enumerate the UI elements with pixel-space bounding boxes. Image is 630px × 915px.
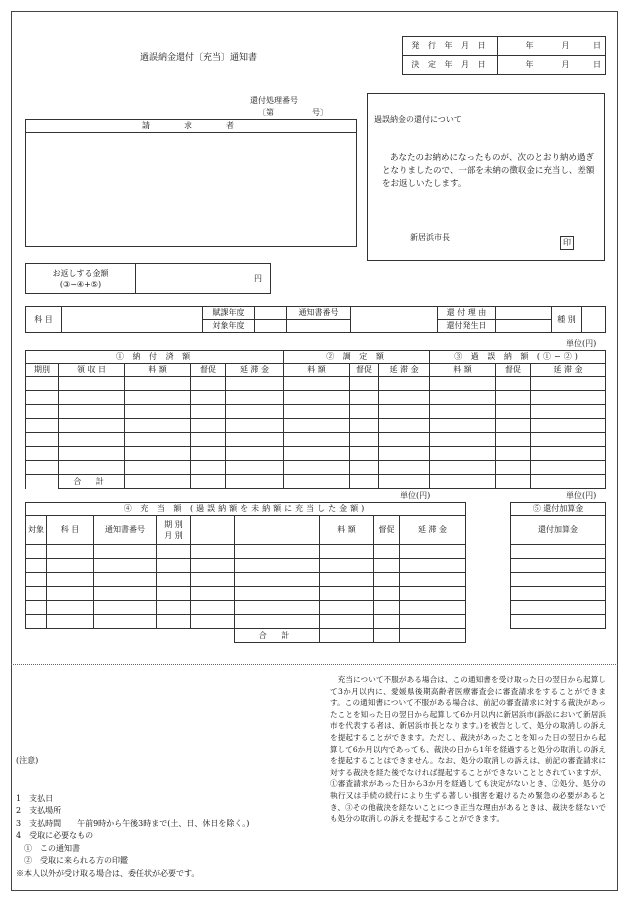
col-overpaid-reminder: 督促 (496, 364, 531, 377)
subject-value (62, 307, 203, 333)
allocation-row-cell (157, 559, 191, 573)
allocation-row-cell (374, 545, 400, 559)
payment-row-cell (379, 405, 430, 419)
allocation-row-cell (400, 559, 466, 573)
payment-row-cell (430, 419, 496, 433)
payment-row (26, 419, 606, 433)
issue-year: 年 (498, 37, 534, 56)
allocation-row-cell (235, 573, 320, 587)
payment-row-cell (59, 447, 125, 461)
allocation-row-cell (157, 587, 191, 601)
allocation-row-cell (47, 559, 94, 573)
subject-table (25, 306, 606, 333)
target-year-label: 対象年度 (203, 320, 255, 333)
col-period: 期別 (26, 364, 59, 377)
col-target: 対象 (26, 516, 47, 545)
payment-row-cell (496, 433, 531, 447)
additional-row (511, 545, 606, 559)
payment-row-cell (531, 461, 606, 475)
payment-row-cell (226, 433, 284, 447)
refund-amount-table (25, 263, 271, 294)
payment-row-cell (284, 419, 350, 433)
payment-row-cell (531, 447, 606, 461)
payment-row-cell (226, 461, 284, 475)
payment-row-cell (226, 447, 284, 461)
note-line: ① この通知書 (16, 843, 80, 853)
payment-row-cell (191, 405, 226, 419)
payment-row-cell (191, 377, 226, 391)
allocation-row-cell (235, 615, 320, 629)
allocation-row-cell (374, 587, 400, 601)
payment-row-cell (496, 391, 531, 405)
payment-total-row (26, 475, 606, 489)
payment-row-cell (226, 377, 284, 391)
payment-row-cell (430, 433, 496, 447)
col-blank-1 (191, 516, 235, 545)
category-value (582, 307, 606, 333)
allocation-row (26, 615, 466, 629)
payment-row (26, 447, 606, 461)
paid-header: ① 納 付 済 額 (26, 351, 284, 364)
payment-row-cell (531, 405, 606, 419)
additional-row (511, 615, 606, 629)
allocation-row-cell (374, 559, 400, 573)
payment-row-cell (496, 405, 531, 419)
payment-row-cell (125, 405, 191, 419)
allocation-rows (26, 545, 466, 629)
levy-year-label: 賦課年度 (203, 307, 255, 320)
col-notice-no: 通知書番号 (94, 516, 157, 545)
note-line: 3 支払時間 午前9時から午後3時まで(土、日、休日を除く。) (16, 818, 250, 828)
additional-table (510, 502, 606, 629)
payment-row-cell (284, 391, 350, 405)
allocation-row-cell (320, 559, 374, 573)
cut-line (11, 664, 618, 665)
note-line: 1 支払日 (16, 793, 54, 803)
allocation-row-cell (94, 587, 157, 601)
allocation-row-cell (47, 615, 94, 629)
payment-row-cell (26, 461, 59, 475)
payment-row (26, 391, 606, 405)
payment-row-cell (226, 405, 284, 419)
seal-mark (560, 230, 574, 250)
allocation-row (26, 545, 466, 559)
payment-row-cell (350, 461, 379, 475)
claimant-label: 請 求 者 (26, 120, 356, 133)
category-label: 種 別 (552, 307, 582, 333)
payment-row (26, 461, 606, 475)
payment-row-cell (496, 461, 531, 475)
allocation-row-cell (235, 587, 320, 601)
payment-row-cell (284, 405, 350, 419)
payment-row-cell (191, 419, 226, 433)
payment-row-cell (379, 461, 430, 475)
payment-row-cell (191, 433, 226, 447)
decision-year: 年 (498, 56, 534, 75)
additional-row (511, 601, 606, 615)
issue-month: 月 (534, 37, 570, 56)
payment-rows (26, 377, 606, 475)
payment-row (26, 433, 606, 447)
allocation-row-cell (157, 573, 191, 587)
payment-row-cell (284, 461, 350, 475)
payment-row-cell (430, 405, 496, 419)
payment-row-cell (350, 447, 379, 461)
payment-total-label: 合 計 (59, 475, 125, 489)
col-paid-reminder: 督促 (191, 364, 226, 377)
allocation-row-cell (400, 587, 466, 601)
col-assessed-reminder: 督促 (350, 364, 379, 377)
payment-row-cell (379, 377, 430, 391)
issue-day: 日 (570, 37, 606, 56)
allocation-row-cell (320, 601, 374, 615)
refund-amount-label-line2: (③−④+⑤) (59, 279, 102, 289)
notice-number-value (351, 307, 438, 333)
allocation-total-blank (26, 629, 235, 643)
refund-amount-label (26, 264, 136, 294)
payment-row-cell (125, 419, 191, 433)
decision-date-label: 決 定 年 月 日 (403, 56, 498, 75)
refund-number-open: 〔第 (258, 108, 274, 117)
payment-row-cell (496, 447, 531, 461)
allocation-row-cell (400, 615, 466, 629)
payment-row-cell (531, 377, 606, 391)
payment-total-cell (226, 475, 284, 489)
payment-row-cell (430, 461, 496, 475)
payment-total-cell (531, 475, 606, 489)
allocation-row-cell (26, 587, 47, 601)
payment-row (26, 377, 606, 391)
allocation-total-row (26, 629, 466, 643)
payment-row-cell (350, 391, 379, 405)
payment-row-cell (379, 419, 430, 433)
allocation-row-cell (26, 573, 47, 587)
allocation-row-cell (26, 615, 47, 629)
payment-row-cell (531, 433, 606, 447)
payment-row-cell (496, 377, 531, 391)
refund-number-close: 号〕 (312, 108, 328, 117)
allocation-row-cell (94, 545, 157, 559)
payment-row-cell (284, 377, 350, 391)
refund-reason-value (496, 307, 552, 320)
issue-date-label: 発 行 年 月 日 (403, 37, 498, 56)
payment-column-header-row (26, 364, 606, 377)
additional-row-cell (511, 545, 606, 559)
notice-heading: 過誤納金の還付について (374, 115, 462, 124)
allocation-row-cell (191, 573, 235, 587)
allocation-row-cell (191, 559, 235, 573)
notice-box (367, 93, 605, 261)
target-year-value (255, 320, 287, 333)
col-receipt-date: 領 収 日 (59, 364, 125, 377)
payment-row-cell (284, 433, 350, 447)
allocation-row-cell (157, 601, 191, 615)
payment-total-cell (496, 475, 531, 489)
allocation-row-cell (400, 545, 466, 559)
col-assessed-late-fee: 延 滞 金 (379, 364, 430, 377)
payment-row-cell (496, 419, 531, 433)
additional-row-cell (511, 573, 606, 587)
payment-row-cell (59, 419, 125, 433)
col-overpaid-amount: 料 額 (430, 364, 496, 377)
payment-row-cell (379, 433, 430, 447)
additional-row-cell (511, 615, 606, 629)
payment-total-cell (379, 475, 430, 489)
payment-row-cell (531, 419, 606, 433)
refund-reason-label: 還 付 理 由 (438, 307, 496, 320)
assessed-header: ② 調 定 額 (284, 351, 430, 364)
seal-label: 印 (560, 236, 574, 250)
allocation-row-cell (320, 573, 374, 587)
payment-row-cell (125, 447, 191, 461)
allocation-row-cell (26, 601, 47, 615)
payment-row-cell (350, 419, 379, 433)
allocation-row (26, 573, 466, 587)
notes-block (16, 730, 249, 905)
allocation-row-cell (26, 545, 47, 559)
allocation-row-cell (94, 573, 157, 587)
claimant-box (25, 119, 357, 247)
payment-row-cell (430, 391, 496, 405)
payment-row-cell (191, 461, 226, 475)
payment-row-cell (531, 391, 606, 405)
payment-row-cell (191, 391, 226, 405)
payment-row-cell (26, 405, 59, 419)
unit-label-2: 単位(円) (400, 491, 431, 500)
col-late-fee: 延 滞 金 (400, 516, 466, 545)
refund-number-label: 還付処理番号 (250, 96, 298, 105)
overpaid-header: ③ 過 誤 納 額 (①−②) (430, 351, 606, 364)
additional-row-cell (511, 559, 606, 573)
payment-row-cell (59, 433, 125, 447)
payment-row-cell (350, 405, 379, 419)
payment-row-cell (59, 405, 125, 419)
allocation-row-cell (320, 545, 374, 559)
allocation-row-cell (374, 573, 400, 587)
allocation-total-cell (320, 629, 374, 643)
allocation-row-cell (191, 615, 235, 629)
levy-year-value (255, 307, 287, 320)
allocation-row-cell (47, 545, 94, 559)
col-period-header (157, 516, 191, 545)
payment-row-cell (59, 377, 125, 391)
payment-row-cell (350, 433, 379, 447)
allocation-row-cell (235, 559, 320, 573)
payment-row-cell (26, 377, 59, 391)
payment-row-cell (26, 391, 59, 405)
payment-table (25, 350, 606, 489)
allocation-row (26, 601, 466, 615)
additional-row-cell (511, 601, 606, 615)
notes-title: (注意) (16, 756, 39, 765)
additional-rows (511, 545, 606, 629)
col-reminder: 督促 (374, 516, 400, 545)
allocation-row-cell (191, 587, 235, 601)
unit-label-1: 単位(円) (566, 339, 597, 348)
allocation-row-cell (94, 601, 157, 615)
payment-row-cell (379, 447, 430, 461)
payment-row-cell (350, 377, 379, 391)
note-line: 4 受取に必要なもの (16, 831, 94, 840)
payment-total-blank (26, 475, 59, 489)
payment-total-cell (350, 475, 379, 489)
payment-row-cell (125, 461, 191, 475)
allocation-row-cell (94, 615, 157, 629)
note-line: 2 支払場所 (16, 806, 62, 815)
allocation-row-cell (400, 601, 466, 615)
allocation-row-cell (157, 545, 191, 559)
payment-row-cell (430, 447, 496, 461)
allocation-row-cell (320, 615, 374, 629)
col-paid-late-fee: 延 滞 金 (226, 364, 284, 377)
col-blank-2 (235, 516, 320, 545)
allocation-row-cell (94, 559, 157, 573)
payment-row-cell (59, 461, 125, 475)
allocation-row-cell (157, 615, 191, 629)
allocation-row (26, 559, 466, 573)
payment-row-cell (26, 419, 59, 433)
refund-amount-unit: 円 (136, 264, 271, 294)
unit-label-3: 単位(円) (566, 491, 597, 500)
note-line: ② 受取に来られる方の印鑑 (16, 856, 128, 865)
col-period: 期 別 (164, 520, 183, 529)
document-title: 過誤納金還付〔充当〕通知書 (140, 53, 258, 63)
allocation-row-cell (320, 587, 374, 601)
allocation-row-cell (47, 573, 94, 587)
payment-row (26, 405, 606, 419)
payment-total-cell (430, 475, 496, 489)
allocation-row-cell (235, 545, 320, 559)
notice-signer: 新居浜市長 (410, 233, 450, 242)
col-amount: 料 額 (320, 516, 374, 545)
notes-lines (16, 793, 249, 881)
allocation-row-cell (26, 559, 47, 573)
allocation-total-cell (400, 629, 466, 643)
payment-row-cell (226, 391, 284, 405)
decision-day: 日 (570, 56, 606, 75)
notice-body: あなたのお納めになったものが、次のとおり納め過ぎとなりましたので、一部を未納の徴収金に充当し、差額をお返しいたします。 (382, 153, 595, 189)
additional-header: ⑤ 還付加算金 (511, 503, 606, 516)
allocation-table (25, 502, 466, 643)
col-subject: 科 目 (47, 516, 94, 545)
refund-date-value (496, 320, 552, 333)
payment-total-cell (125, 475, 191, 489)
payment-row-cell (284, 447, 350, 461)
additional-row (511, 587, 606, 601)
col-paid-amount: 料 額 (125, 364, 191, 377)
payment-total-cell (284, 475, 350, 489)
payment-row-cell (125, 391, 191, 405)
allocation-total-cell (374, 629, 400, 643)
additional-col-label: 還付加算金 (511, 516, 606, 545)
payment-row-cell (226, 419, 284, 433)
allocation-row-cell (400, 573, 466, 587)
allocation-row-cell (235, 601, 320, 615)
payment-row-cell (191, 447, 226, 461)
refund-date-label: 還付発生日 (438, 320, 496, 333)
additional-row-cell (511, 587, 606, 601)
payment-row-cell (26, 433, 59, 447)
payment-row-cell (430, 377, 496, 391)
payment-row-cell (379, 391, 430, 405)
decision-month: 月 (534, 56, 570, 75)
notice-number-blank (287, 320, 351, 333)
col-assessed-amount: 料 額 (284, 364, 350, 377)
payment-row-cell (125, 377, 191, 391)
additional-row (511, 573, 606, 587)
refund-amount-label-line1: お返しする金額 (52, 268, 109, 278)
appeal-notice: 充当について不服がある場合は、この通知書を受け取った日の翌日から起算して3か月以内に、愛媛県後期高齢者医療審査会に審査請求をすることができます。この通知書について不服がある場合は、前記の審査請求に対する裁決があったことを知った日の翌日から起算して6か月以内に新居浜市(訴訟において新居浜市を代表する者は、新居浜市長となります。)を被告として、処分の取消しの訴えを提起することができます。ただし、裁決があったことを知った日の翌日から起算して6か月以内であっても、裁決の日から1年を経過すると処分の取消しの訴えを提起することはできません。なお、処分の取消しの訴えは、前記の審査請求に対する裁決を経た後でなければ提起することができないこととされていますが、①審査請求があった日から3か月を経過しても決定がないとき、②処分、処分の執行又は手続の続行により生ずる著しい損害を避けるため緊急の必要があるとき、③その他裁決を経ないことにつき正当な理由があるときは、裁決を経ないでも処分の取消しの訴えを提起することができます。 (330, 675, 606, 824)
note-line: ※本人以外が受け取る場合は、委任状が必要です。 (16, 868, 200, 878)
allocation-row-cell (191, 545, 235, 559)
payment-row-cell (59, 391, 125, 405)
allocation-total-label: 合 計 (235, 629, 320, 643)
additional-row (511, 559, 606, 573)
notice-number-label: 通知書番号 (287, 307, 351, 320)
allocation-row-cell (374, 615, 400, 629)
col-month: 月 別 (164, 531, 183, 540)
allocation-row-cell (47, 587, 94, 601)
payment-row-cell (26, 447, 59, 461)
allocation-row-cell (374, 601, 400, 615)
col-overpaid-late-fee: 延 滞 金 (531, 364, 606, 377)
allocation-row (26, 587, 466, 601)
subject-label: 科 目 (26, 307, 62, 333)
allocation-row-cell (191, 601, 235, 615)
allocation-header: ④ 充 当 額 (過誤納額を未納額に充当した金額) (26, 503, 466, 516)
date-table (402, 36, 606, 75)
payment-total-cell (191, 475, 226, 489)
payment-row-cell (125, 433, 191, 447)
allocation-row-cell (47, 601, 94, 615)
